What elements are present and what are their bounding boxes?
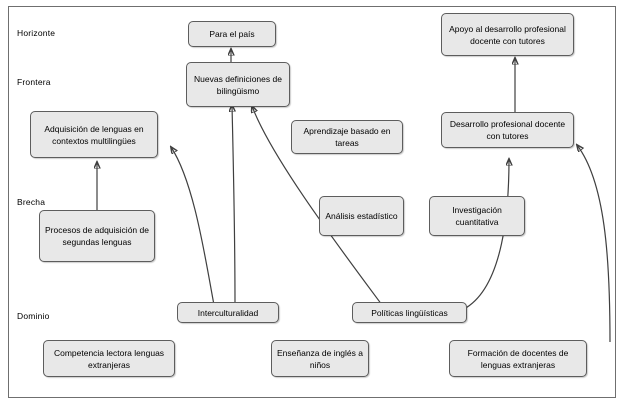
node-interculturalidad[interactable]: Interculturalidad (177, 302, 279, 323)
node-adquisicion-lenguas-contextos[interactable]: Adquisición de lenguas en contextos multilingües (30, 111, 158, 158)
node-politicas-linguisticas[interactable]: Políticas lingüísticas (352, 302, 467, 323)
node-competencia-lectora[interactable]: Competencia lectora lenguas extranjeras (43, 340, 175, 377)
node-desarrollo-profesional-tutores[interactable]: Desarrollo profesional docente con tutores (441, 112, 574, 148)
node-nuevas-definiciones-bilinguismo[interactable]: Nuevas definiciones de bilingüismo (186, 62, 290, 107)
band-label-horizonte: Horizonte (17, 28, 56, 38)
diagram-frame (8, 6, 616, 398)
arrow-interculturalidad-to-adquisicion (171, 147, 214, 305)
arrow-formacion-to-desarrollo (577, 145, 610, 342)
node-investigacion-cuantitativa[interactable]: Investigación cuantitativa (429, 196, 525, 236)
band-label-frontera: Frontera (17, 77, 51, 87)
node-procesos-adquisicion-segundas-lenguas[interactable]: Procesos de adquisición de segundas lenguas (39, 210, 155, 262)
arrow-interculturalidad-to-nuevas (232, 105, 235, 305)
node-para-el-pais[interactable]: Para el país (188, 21, 276, 47)
node-analisis-estadistico[interactable]: Análisis estadístico (319, 196, 404, 236)
node-apoyo-desarrollo-profesional[interactable]: Apoyo al desarrollo profesional docente con tutores (441, 13, 574, 56)
node-formacion-docentes[interactable]: Formación de docentes de lenguas extranjeras (449, 340, 587, 377)
node-aprendizaje-basado-tareas[interactable]: Aprendizaje basado en tareas (291, 120, 403, 154)
band-label-brecha: Brecha (17, 197, 46, 207)
node-ensenanza-ingles-ninos[interactable]: Enseñanza de inglés a niños (271, 340, 369, 377)
band-label-dominio: Dominio (17, 311, 50, 321)
